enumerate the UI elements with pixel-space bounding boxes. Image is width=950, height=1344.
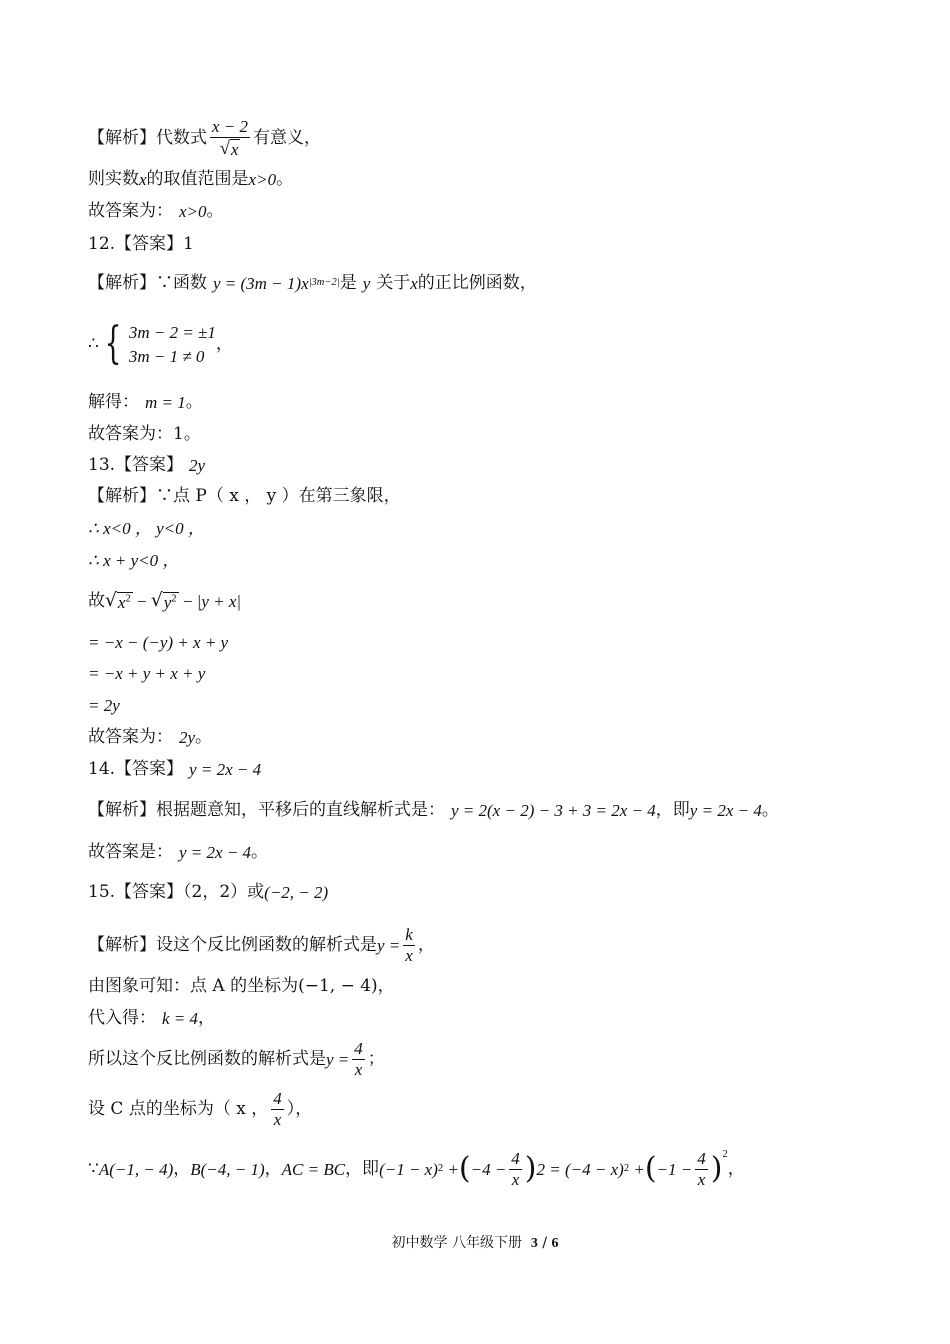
q13-line2: ∴ x<0 ， y<0 ， xyxy=(88,519,205,538)
q15-line5: 设 C 点的坐标为（ x ， $\frac{4}{x}$ ）， xyxy=(88,1089,313,1129)
fraction-4-x: $\frac{4}{x}$ xyxy=(354,1039,363,1079)
analysis-line-11b: 则实数 x 的取值范围是 x>0 。 xyxy=(88,169,294,189)
q12-analysis-line: 【解析】∵函数 y = (3m − 1)x |3m−2| 是 y 关于 x 的正比例函数， xyxy=(88,273,537,293)
q15-answer-heading: 15.【答案】（2，2）或 (−2, − 2) xyxy=(88,882,329,902)
page-number: 3 xyxy=(530,1236,538,1251)
q13-line1: 【解析】∵点 P（ x ， y ）在第三象限， xyxy=(88,486,401,506)
q12-answer-heading: 12.【答案】1 xyxy=(88,234,194,254)
sqrt: √ x xyxy=(219,137,239,159)
q13-line4: 故 √ $x^2$ − √ $y^2$ − |y + x| xyxy=(88,590,242,612)
sqrt-y: √ $y^2$ xyxy=(150,590,177,612)
page-footer: 初中数学 八年级下册 3 / 6 xyxy=(391,1235,559,1251)
q15-line4: 所以这个反比例函数的解析式是 y = $\frac{4}{x}$ ； xyxy=(88,1039,385,1079)
sqrt-x: √ $x^2$ xyxy=(105,590,131,612)
fraction: x − 2 √ x xyxy=(212,117,249,159)
q13-answer-heading: 13.【答案】 2y xyxy=(88,455,206,475)
q15-line3: 代入得： k = 4 ， xyxy=(88,1008,216,1028)
q13-line3: ∴ x + y<0 ， xyxy=(88,551,180,570)
q13-final: 故答案为： 2y 。 xyxy=(88,727,213,747)
answer-line-11: 故答案为： x>0 。 xyxy=(88,201,224,221)
q14-analysis: 【解析】根据题意知，平移后的直线解析式是： y = 2(x − 2) − 3 + 3 = 2x − 4 ，即 y = 2x − 4 。 xyxy=(88,800,779,820)
fraction-4-x: $\frac{4}{x}$ xyxy=(697,1149,706,1189)
q12-solve: 解得： m = 1 。 xyxy=(88,392,203,412)
q12-final: 故答案为：1。 xyxy=(88,424,201,444)
fraction-k-x: $\frac{k}{x}$ xyxy=(405,925,413,965)
q13-step1: = −x − (−y) + x + y xyxy=(88,633,229,652)
q15-line1: 【解析】设这个反比例函数的解析式是 y = $\frac{k}{x}$ ， xyxy=(88,925,435,965)
label-text: 【解析】代数式 xyxy=(88,127,207,148)
page-total: 6 xyxy=(551,1236,559,1251)
analysis-line-11a: 【解析】代数式 x − 2 √ x 有意义， xyxy=(88,117,322,159)
q14-answer-heading: 14.【答案】 y = 2x − 4 xyxy=(88,759,262,779)
q13-step2: = −x + y + x + y xyxy=(88,664,206,683)
q12-system: ∴ { 3m − 2 = ±1 3m − 1 ≠ 0 ， xyxy=(88,318,233,369)
q13-step3: = 2y xyxy=(88,696,120,715)
brace-icon: { xyxy=(104,318,122,369)
q15-line2: 由图象可知：点 A 的坐标为(−1, − 4)， xyxy=(88,976,395,996)
fraction-4-x: $\frac{4}{x}$ xyxy=(273,1089,282,1129)
footer-title: 初中数学 八年级下册 xyxy=(391,1235,522,1251)
fraction-4-x: $\frac{4}{x}$ xyxy=(511,1149,520,1189)
q14-final: 故答案是： y = 2x − 4 。 xyxy=(88,842,269,862)
q15-line6: ∵ A(−1, − 4) ， B(−4, − 1) ， AC = BC ，即 (−1 − x) 2 + ( −4 − $\frac{4}{x}$ ) 2 = (−4 − x) 2 + ( −1 − $\frac{4}{x}$ ) $^2$ ， xyxy=(88,1149,745,1189)
